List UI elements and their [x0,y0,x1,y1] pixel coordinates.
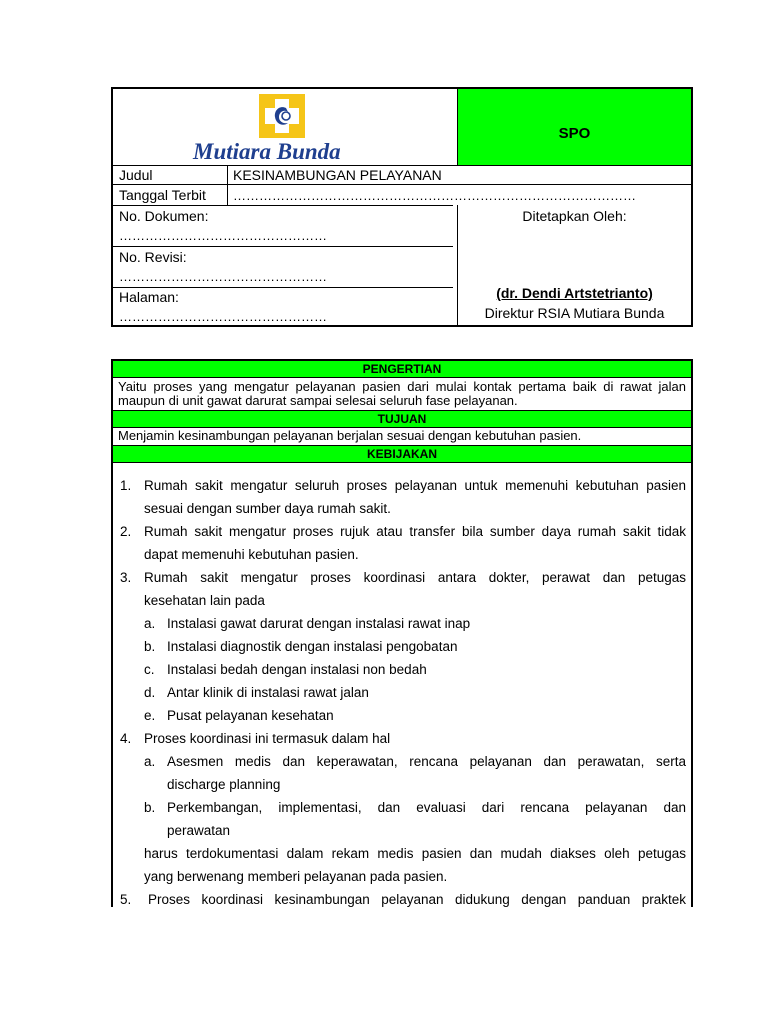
tanggal-label: Tanggal Terbit [119,187,206,203]
item-5-line1: Proses koordinasi kesinambungan pelayanan didukung dengan panduan praktek [148,892,686,907]
item-1-line2: sesuai dengan sumber daya rumah sakit. [144,501,391,516]
item-number: 3. [120,570,132,585]
halaman-label: Halaman: [119,289,179,305]
revisi-label: No. Revisi: [119,249,187,265]
kebijakan-heading: KEBIJAKAN [113,445,691,463]
item-number: 5. [120,892,132,907]
item-3-line1: Rumah sakit mengatur proses koordinasi antara dokter, perawat dan petugas [144,570,686,585]
logo-text: Mutiara Bunda [193,139,341,164]
sub-letter: a. [144,616,156,631]
pengertian-heading: PENGERTIAN [113,360,691,378]
signer-name: (dr. Dendi Artstetrianto) [496,285,653,301]
item-number: 4. [120,731,132,746]
tanggal-value: ………………………………………………………………………………… [233,188,636,203]
item-2-line1: Rumah sakit mengatur proses rujuk atau transfer bila sumber daya rumah sakit tidak [144,524,686,539]
sub-letter: c. [144,662,155,677]
dokumen-label: No. Dokumen: [119,208,209,224]
content-table [111,359,693,907]
tujuan-heading: TUJUAN [113,410,691,428]
sub-letter: a. [144,754,156,769]
sub-item-text: Antar klinik di instalasi rawat jalan [167,685,369,700]
sub-item-text: Pusat pelayanan kesehatan [167,708,334,723]
hospital-logo [115,91,455,165]
item-2-line2: dapat memenuhi kebutuhan pasien. [144,547,359,562]
sub-item-text: Instalasi gawat darurat dengan instalasi rawat inap [167,616,471,631]
sub-letter: b. [144,639,156,654]
dokumen-value: ………………………………………… [119,228,327,243]
revisi-value: ………………………………………… [119,269,327,284]
sub4-a-line2: discharge planning [167,777,281,792]
sub-letter: b. [144,800,156,815]
sub4-a-line1: Asesmen medis dan keperawatan, rencana pelayanan dan perawatan, serta [167,754,686,769]
ditetapkan-label: Ditetapkan Oleh: [522,208,627,224]
item-1-line1: Rumah sakit mengatur seluruh proses pelayanan untuk memenuhi kebutuhan pasien [144,478,686,493]
pengertian-text: Yaitu proses yang mengatur pelayanan pasien dari mulai kontak pertama baik di rawat jalan maupun di unit gawat darurat sampai selesai seluruh fase pelayanan. [118,379,686,408]
sub4-b-line1: Perkembangan, implementasi, dan evaluasi dari rencana pelayanan dan [167,800,686,815]
item-4-line1: Proses koordinasi ini termasuk dalam hal [144,731,391,746]
item-3-line2: kesehatan lain pada [144,593,265,608]
halaman-value: ………………………………………… [119,309,327,324]
sub-letter: d. [144,685,156,700]
spo-cell [457,89,691,165]
sub-letter: e. [144,708,156,723]
item-number: 2. [120,524,132,539]
logo-emblem-icon [258,93,306,139]
header-table [111,87,693,327]
judul-value: KESINAMBUNGAN PELAYANAN [233,167,442,183]
signer-title: Direktur RSIA Mutiara Bunda [484,305,665,321]
note4-line2: yang berwenang memberi pelayanan pada pasien. [144,869,448,884]
spo-label: SPO [558,125,591,142]
sub-item-text: Instalasi bedah dengan instalasi non bedah [167,662,427,677]
sub4-b-line2: perawatan [167,823,231,838]
item-number: 1. [120,478,132,493]
note4-line1: harus terdokumentasi dalam rekam medis pasien dan mudah diakses oleh petugas [144,846,686,861]
judul-label: Judul [119,167,153,183]
sub-item-text: Instalasi diagnostik dengan instalasi pengobatan [167,639,458,654]
tujuan-text: Menjamin kesinambungan pelayanan berjalan sesuai dengan kebutuhan pasien. [118,428,582,443]
